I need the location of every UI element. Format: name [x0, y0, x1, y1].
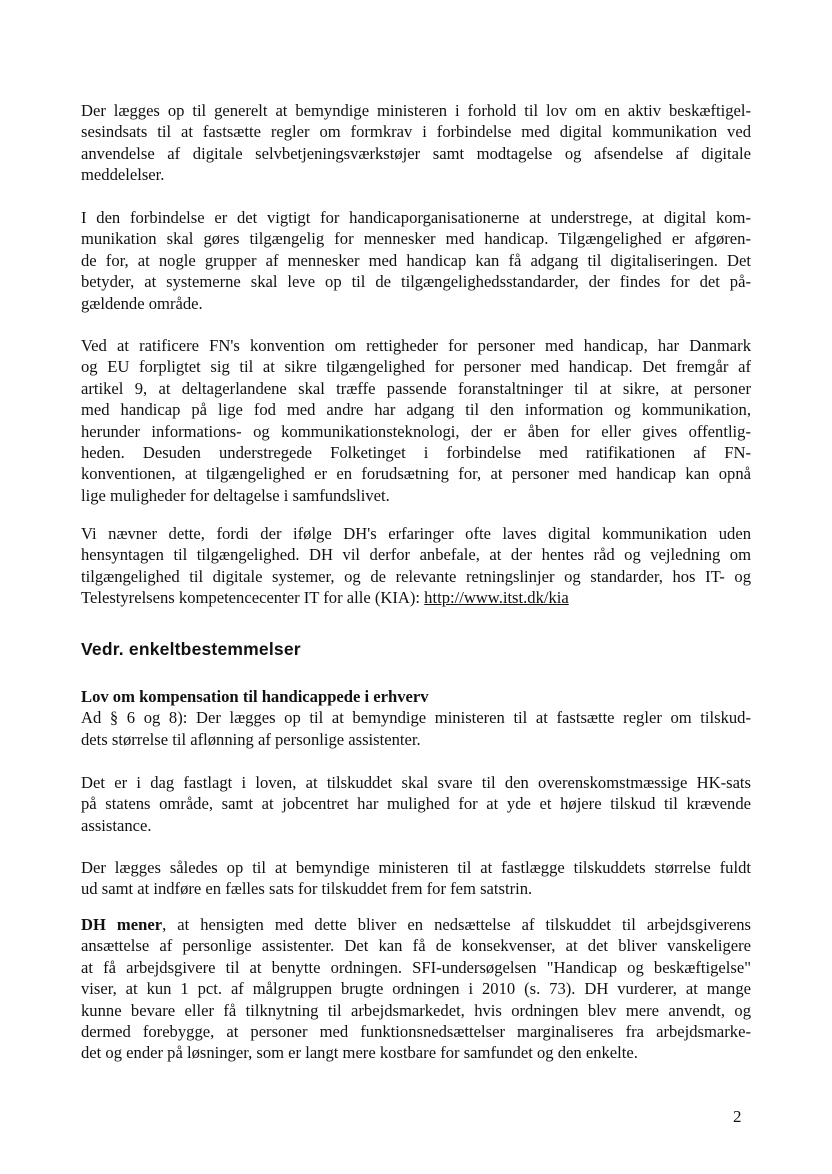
- text-segment: Telestyrelsens kompetencecenter IT for alle (KIA):: [81, 588, 425, 608]
- text-line: dets størrelse til aflønning af personlige assistenter.: [81, 729, 421, 749]
- text-line: Ad § 6 og 8): Der lægges op til at bemyndige ministeren til at fastsætte regler om tilskud-: [81, 708, 751, 728]
- text-line: ansættelse af personlige assistenter. Det kan få de konsekvenser, at det bliver vanskeligere: [81, 936, 751, 956]
- paragraph-hk-sats: [81, 772, 751, 836]
- text-line: [81, 587, 751, 608]
- text-line: viser, at kun 1 pct. af målgruppen brugte ordningen i 2010 (s. 73). DH vurderer, at mange: [81, 979, 751, 999]
- text-line: heden. Desuden understregede Folketinget i forbindelse med ratifikationen af FN-: [81, 443, 751, 463]
- text-line: artikel 9, at deltagerlandene skal træffe passende foranstaltninger til at sikre, at personer: [81, 378, 751, 398]
- paragraph-kompensation: [81, 686, 751, 750]
- text-line: betyder, at systemerne skal leve op til de tilgængelighedsstandarder, der findes for det på-: [81, 272, 751, 292]
- text-line: meddelelser.: [81, 165, 165, 185]
- text-line: og EU forpligtet sig til at sikre tilgængelighed for personer med handicap. Det fremgår af: [81, 357, 751, 377]
- text-line: lige muligheder for deltagelse i samfundslivet.: [81, 485, 390, 505]
- paragraph-fn-konvention: [81, 335, 751, 506]
- text-line: ud samt at indføre en fælles sats for tilskuddet frem for fem satstrin.: [81, 879, 533, 899]
- paragraph-tilgaengelighed: [81, 207, 751, 314]
- text-segment: , at hensigten med dette bliver en nedsættelse af tilskuddet til arbejdsgiverens: [162, 915, 751, 934]
- text-line: at få arbejdsgivere til at benytte ordningen. SFI-undersøgelsen "Handicap og beskæftigelse": [81, 957, 751, 977]
- section-heading: Vedr. enkeltbestemmelser: [81, 639, 301, 659]
- paragraph-dh-erfaringer: [81, 523, 751, 609]
- kia-link[interactable]: http://www.itst.dk/kia: [424, 588, 569, 608]
- text-line: sesindsats til at fastsætte regler om formkrav i forbindelse med digital kommunikation ved: [81, 122, 751, 142]
- text-line: dermed forebygge, at personer med funktionsnedsættelser marginaliseres fra arbejdsmarke-: [81, 1022, 751, 1042]
- text-line: anvendelse af digitale selvbetjeningsværkstøjer samt modtagelse og afsendelse af digitale: [81, 143, 751, 163]
- text-line: på statens område, samt at jobcentret har mulighed for at yde et højere tilskud til krævende: [81, 794, 751, 814]
- subsection-title: Lov om kompensation til handicappede i erhverv: [81, 687, 429, 706]
- text-line: det og ender på løsninger, som er langt mere kostbare for samfundet og den enkelte.: [81, 1043, 638, 1063]
- text-line: [81, 914, 751, 935]
- text-line: I den forbindelse er det vigtigt for handicaporganisationerne at understrege, at digital kom-: [81, 208, 751, 227]
- text-line: herunder informations- og kommunikationsteknologi, der er åben for eller gives offentlig-: [81, 421, 751, 441]
- text-line: med handicap på lige fod med andre har adgang til den information og kommunikation,: [81, 400, 751, 420]
- text-line: Vi nævner dette, fordi der ifølge DH's erfaringer ofte laves digital kommunikation uden: [81, 524, 751, 543]
- text-line: Der lægges således op til at bemyndige ministeren til at fastlægge tilskuddets størrelse fuldt: [81, 858, 751, 877]
- paragraph-dh-mener: [81, 914, 751, 1064]
- text-line: munikation skal gøres tilgængelig for mennesker med handicap. Tilgængelighed er afgøren-: [81, 229, 751, 249]
- text-line: tilgængelighed til digitale systemer, og de relevante retningslinjer og standarder, hos IT- og: [81, 566, 751, 586]
- text-line: assistance.: [81, 815, 152, 835]
- text-line: kunne bevare eller få tilknytning til arbejdsmarkedet, hvis ordningen blev mere anvendt, og: [81, 1000, 751, 1020]
- text-line: Det er i dag fastlagt i loven, at tilskuddet skal svare til den overenskomstmæssige HK-sats: [81, 773, 751, 792]
- page-number: 2: [733, 1107, 742, 1126]
- text-line: Der lægges op til generelt at bemyndige ministeren i forhold til lov om en aktiv beskæftigel-: [81, 101, 751, 120]
- text-line: gældende område.: [81, 293, 203, 313]
- text-line: konventionen, at tilgængelighed er en forudsætning for, at personer med handicap kan opnå: [81, 464, 751, 484]
- paragraph-formkrav: [81, 100, 751, 186]
- text-line: Ved at ratificere FN's konvention om rettigheder for personer med handicap, har Danmark: [81, 336, 751, 355]
- text-line: hensyntagen til tilgængelighed. DH vil derfor anbefale, at der hentes råd og vejledning om: [81, 545, 751, 565]
- bold-lead: DH mener: [81, 915, 163, 934]
- text-line: de for, at nogle grupper af mennesker med handicap kan få adgang til digitaliseringen. Det: [81, 250, 751, 270]
- paragraph-tilskud-stoerrelse: [81, 857, 751, 900]
